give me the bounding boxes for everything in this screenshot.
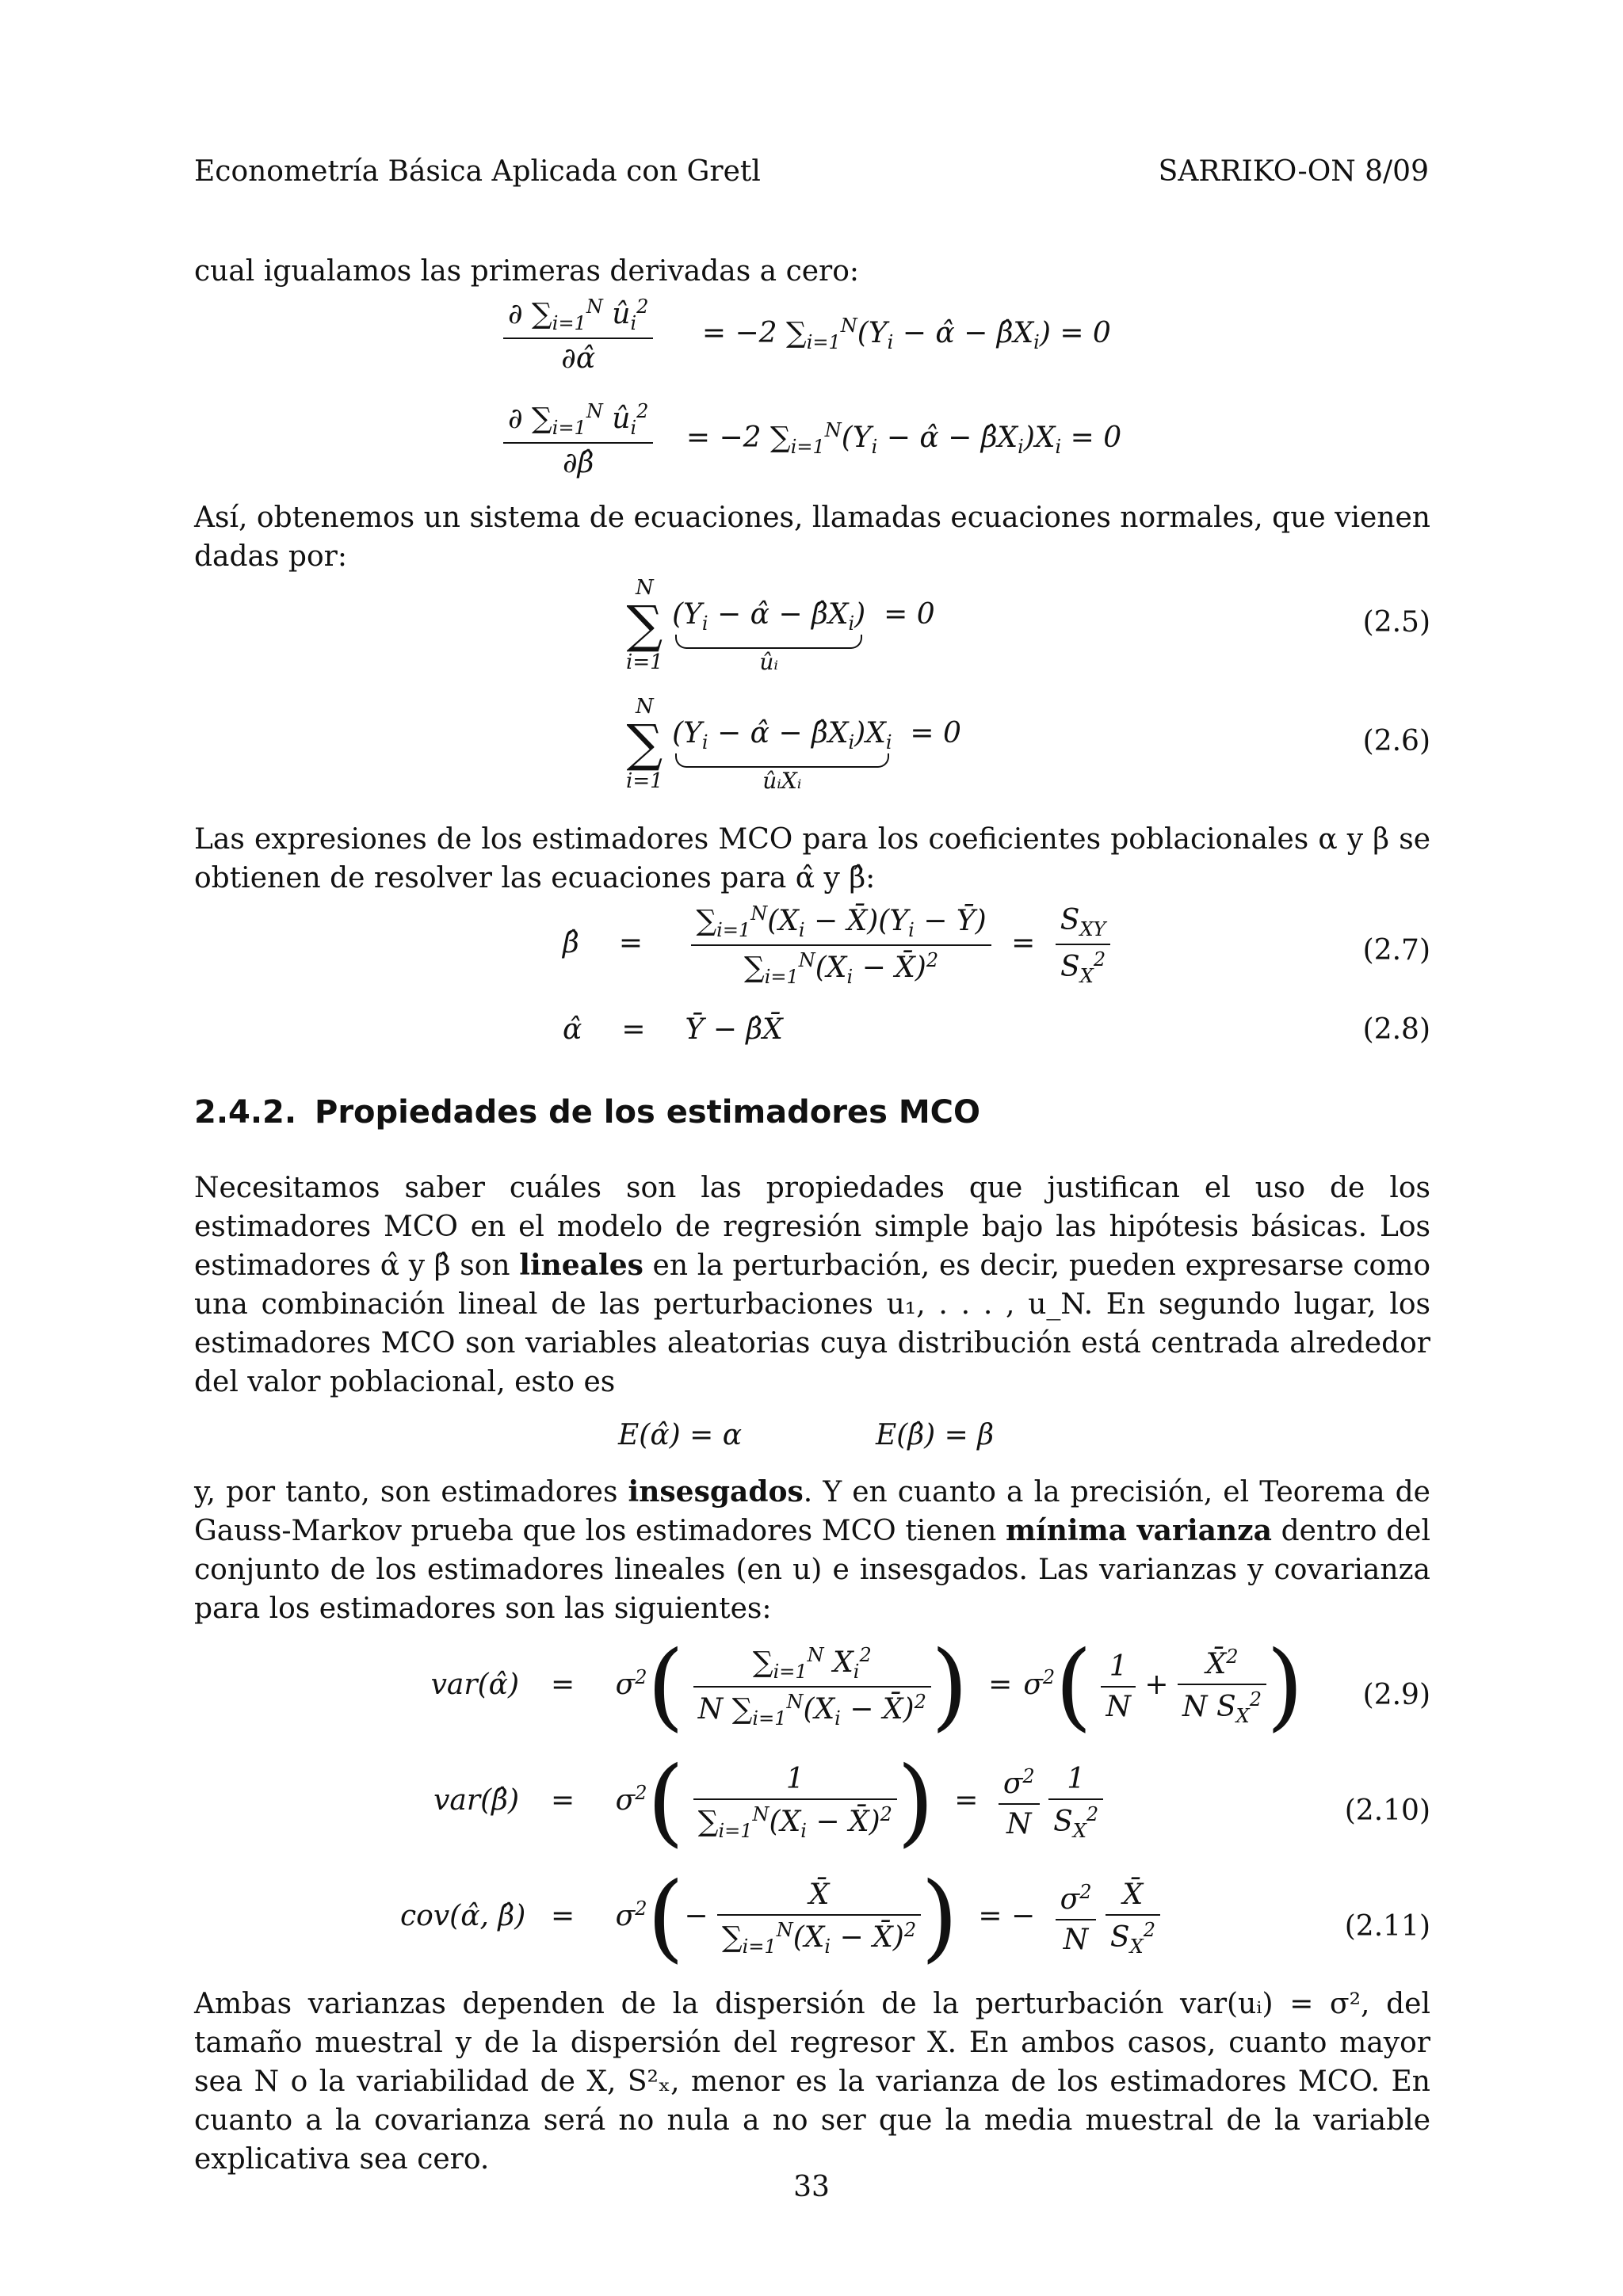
equation-number-2-11: (2.11) — [1344, 1910, 1430, 1943]
equation-number-2-8: (2.8) — [1362, 1013, 1430, 1046]
para2-bold-minima-varianza: mínima varianza — [1005, 1514, 1272, 1547]
derivative-alpha: $\frac{\partial \sum_{i=1}^N û_i^2}{\partial\alphâ}$ = −2 $\sum_{i=1}^N(Y_i$ − α̂ − $\betâX_i) = 0$ — [503, 296, 1111, 375]
expectation-beta: E(β̂) = β — [876, 1419, 995, 1451]
expectation-equations — [194, 1408, 1430, 1466]
normal-equations-text: Así, obtenemos un sistema de ecuaciones, llamadas ecuaciones normales, que vienen dadas por: — [194, 502, 1430, 573]
estimators-text: Las expresiones de los estimadores MCO para los coeficientes poblacionales α y β se obtienen de resolver las ecuaciones para α̂ y β̂: — [194, 823, 1430, 894]
section-number: 2.4.2. — [194, 1094, 297, 1131]
variance-alpha-equation: var(α̂) = $\sigma^2$( $\frac{\sum_{i=1}^N X_i^2}{N \sum_{i=1}^N(X_i - X̄)^2}$ ) = $\sigma^2$( $\frac{1}{N}$ + $\frac{X̄^2}{N S_X^2}$ ) (2.9) — [430, 1631, 1430, 1741]
derivative-equations — [194, 296, 1430, 494]
para2-text-e: dentro del conjunto de los estimadores lineales (en u) e insesgados. Las varianzas y covarianza para los estimadores son las siguientes: — [194, 1515, 1430, 1625]
underbrace-label-2: ûᵢXᵢ — [762, 768, 802, 795]
equation-number-2-9: (2.9) — [1362, 1679, 1430, 1711]
intro-text: cual igualamos las primeras derivadas a cero: — [194, 255, 860, 288]
para2-bold-insesgados: insesgados — [628, 1475, 804, 1508]
para1-bold-lineales: lineales — [519, 1249, 643, 1282]
section-title: Propiedades de los estimadores MCO — [315, 1094, 981, 1131]
normal-equation-2: N ∑ i=1 ($Y_i$ − α̂ − $\betâX_i)X_i$ ûᵢXᵢ = 0 (2.6) — [626, 695, 1430, 795]
equation-number-2-5: (2.5) — [1362, 606, 1430, 639]
normal-equation-1: N ∑ i=1 ($Y_i$ − α̂ − $\betâX_i$) ûᵢ = 0 (2.5) — [626, 576, 1430, 676]
header-series: SARRIKO-ON 8/09 — [1158, 155, 1429, 188]
covariance-equation: cov(α̂, β̂) = $\sigma^2(-$ $\frac{X̄}{\sum_{i=1}^N(X_i - X̄)^2}$ ) = − $\frac{\sigma^2}{N}$ $\frac{X̄}{S_X^2}$ (2.11) — [400, 1863, 1430, 1973]
properties-paragraph-1 — [194, 1169, 1430, 1402]
page-content — [194, 252, 1430, 2179]
properties-paragraph-3: Ambas varianzas dependen de la dispersión de la perturbación var(uᵢ) = σ², del tamaño muestral y de la dispersión del regresor X. En ambos casos, cuanto mayor sea N o la variabilidad de X, S²ₓ, menor es la varianza de los estimadores MCO. En cuanto a la covarianza será no nula a no ser que la media muestral de la variable explicativa sea cero. — [194, 1988, 1430, 2176]
para2-text-c: . Y en cuanto a la precisión, el Teorema de Gauss-Markov prueba que los estimadores MCO tienen — [194, 1476, 1430, 1547]
equation-number-2-6: (2.6) — [1362, 725, 1430, 757]
equation-number-2-10: (2.10) — [1344, 1794, 1430, 1827]
equation-number-2-7: (2.7) — [1362, 934, 1430, 967]
para2-text-a: y, por tanto, son estimadores — [194, 1476, 628, 1508]
page-number: 33 — [793, 2171, 830, 2203]
header-title: Econometría Básica Aplicada con Gretl — [194, 155, 761, 188]
section-heading — [194, 1094, 1430, 1131]
beta-estimator-equation: β̂ = $\frac{\sum_{i=1}^N(X_i - X̄)(Y_i - Ȳ)}{\sum_{i=1}^N(X_i - X̄)^2}$ = $\frac{S_{XY}}{S_X^2}$ (2.7) — [563, 902, 1430, 989]
expectation-alpha: E(α̂) = α — [618, 1419, 743, 1451]
derivative-beta: $\frac{\partial \sum_{i=1}^N û_i^2}{\partial\betâ}$ = −2 $\sum_{i=1}^N(Y_i$ − α̂ − $\betâX_i)X_i = 0$ — [503, 400, 1121, 479]
variance-beta-equation: var(β̂) = $\sigma^2$( $\frac{1}{\sum_{i=1}^N(X_i - X̄)^2}$ ) = $\frac{\sigma^2}{N}$ $\frac{1}{S_X^2}$ (2.10) — [433, 1747, 1430, 1857]
properties-paragraph-2 — [194, 1473, 1430, 1628]
alpha-estimator-equation: α̂ = Ȳ − β̂X̄ (2.8) — [563, 1013, 1430, 1046]
underbrace-label-1: ûᵢ — [759, 649, 778, 676]
para1-text-c: en la perturbación, es decir, pueden expresarse como una combinación lineal de las perturbaciones u₁, . . . , u_N. En segundo lugar, los estimadores MCO son variables aleatorias cuya distribución está centrada alrededor del valor poblacional, esto es — [194, 1249, 1430, 1398]
para1-text-a: Necesitamos saber cuáles son las propiedades que justifican el uso de los estimadores MCO en el modelo de regresión simple bajo las hipótesis básicas. Los estimadores α̂ y β̂ son — [194, 1172, 1430, 1282]
